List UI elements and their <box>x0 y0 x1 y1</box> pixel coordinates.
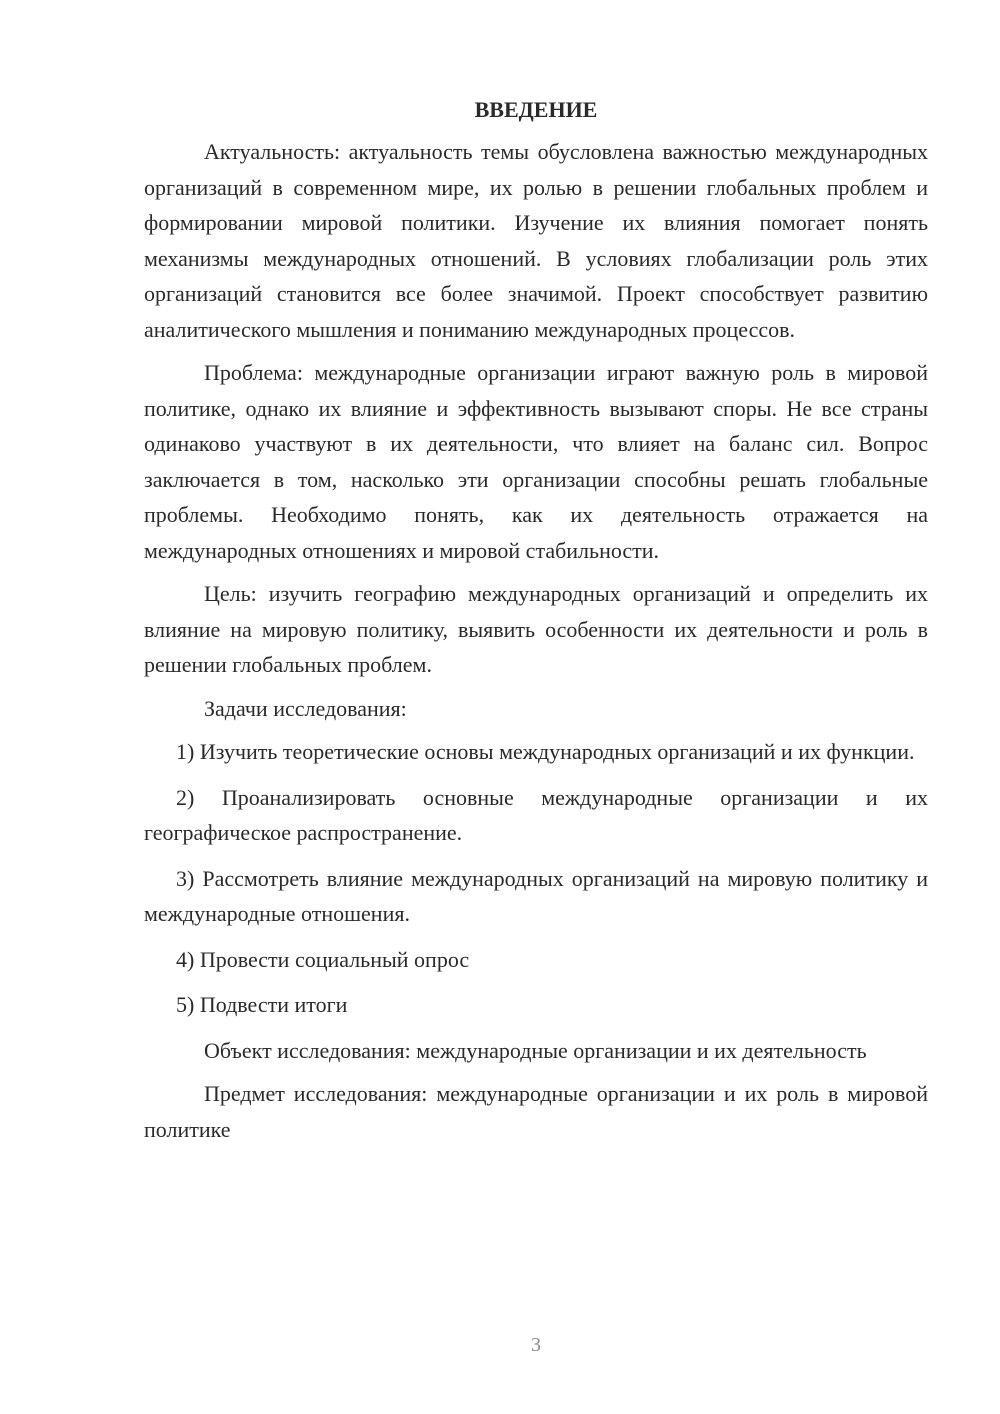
task-item: 1) Изучить теоретические основы международных организаций и их функции. <box>176 739 915 764</box>
task-item: 5) Подвести итоги <box>176 992 348 1017</box>
tasks-heading: Задачи исследования: <box>204 695 407 721</box>
task-item: 2) Проанализировать основные международные организации и их географическое распространение. <box>144 784 928 845</box>
relevance-paragraph: Актуальность: актуальность темы обусловлена важностью международных организаций в современном мире, их ролью в решении глобальных проблем и формировании мировой политики. Изучение их влияния помогает понять механизмы международных отношений. В условиях глобализации роль этих организаций становится все более значимой. Проект способствует развитию аналитического мышления и пониманию международных процессов. <box>144 139 928 342</box>
problem-paragraph: Проблема: международные организации играют важную роль в мировой политике, однако их влияние и эффективность вызывают споры. Не все страны одинаково участвуют в их деятельности, что влияет на баланс сил. Вопрос заключается в том, насколько эти организации способны решать глобальные проблемы. Необходимо понять, как их деятельность отражается на международных отношениях и мировой стабильности. <box>144 360 928 563</box>
research-subject-paragraph: Предмет исследования: международные организации и их роль в мировой политике <box>144 1081 928 1142</box>
research-object-paragraph: Объект исследования: международные организации и их деятельность <box>204 1037 867 1063</box>
page-title: ВВЕДЕНИЕ <box>474 97 598 122</box>
task-item: 4) Провести социальный опрос <box>176 946 470 972</box>
task-item: 3) Рассмотреть влияние международных организаций на мировую политику и международные отношения. <box>144 865 928 926</box>
goal-paragraph: Цель: изучить географию международных организаций и определить их влияние на мировую политику, выявить особенности их деятельности и роль в решении глобальных проблем. <box>144 581 928 677</box>
page-number: 3 <box>531 1334 541 1356</box>
page-content <box>144 92 928 1155</box>
